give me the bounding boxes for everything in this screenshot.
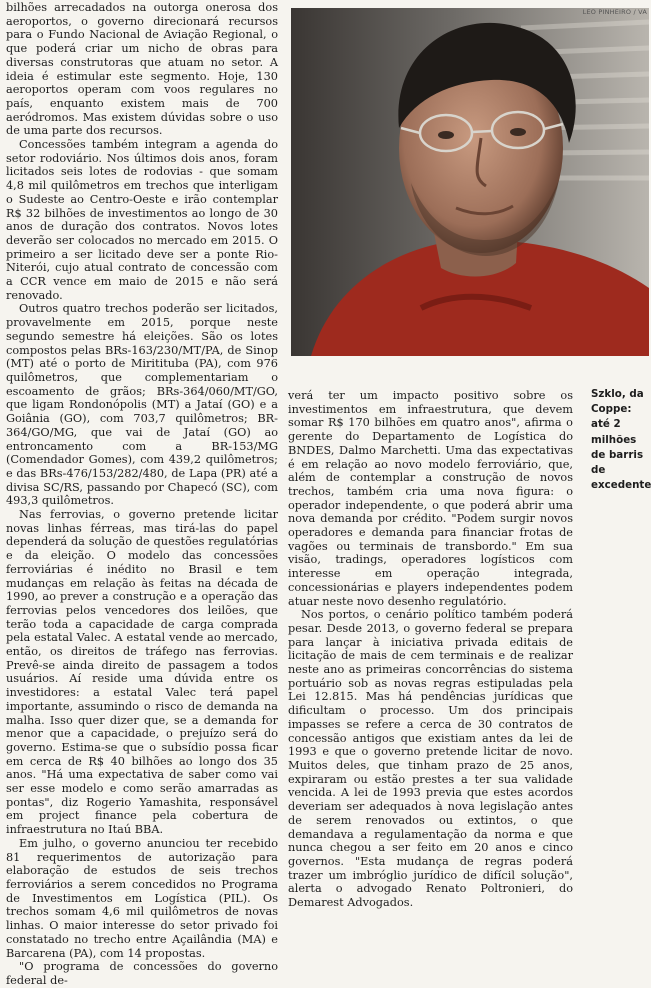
paragraph: bilhões arrecadados na outorga onerosa dos aeroportos, o governo direcionará recursos para o Fundo Nacional de Aviação Regional, o que poderá criar um nicho de obras para diversas construtoras que atuam no setor. A ideia é estimular este segmento. Hoje, 130 aeroportos operam com voos regulares no país, enquanto existem mais de 700 aeródromos. Mas existem dúvidas sobre o uso de uma parte dos recursos. — [6, 1, 278, 138]
article-column-1 — [6, 1, 278, 987]
paragraph: "O programa de concessões do governo federal de- — [6, 960, 278, 987]
paragraph: Concessões também integram a agenda do setor rodoviário. Nos últimos dois anos, foram licitados seis lotes de rodovias - que somam 4,8 mil quilômetros em trechos que interligam o Sudeste ao Centro-Oeste e irão contemplar R$ 32 bilhões de investimentos ao longo de 30 anos de duração dos contratos. Novos lotes deverão ser colocados no mercado em 2015. O primeiro a ser licitado deve ser a ponte Rio-Niterói, cujo atual contrato de concessão com a CCR vence em maio de 2015 e não será renovado. — [6, 138, 278, 302]
paragraph: Nas ferrovias, o governo pretende licitar novas linhas férreas, mas tirá-las do papel dependerá da solução de questões regulatórias e da eleição. O modelo das concessões ferroviárias é inédito no Brasil e tem mudanças em relação às feitas na década de 1990, ao prever a construção e a operação das ferrovias pelos vencedores dos leilões, que terão toda a capacidade de carga comprada pela estatal Valec. A estatal vende ao mercado, então, os direitos de tráfego nas ferrovias. Prevê-se ainda direito de passagem a todos usuários. Aí reside uma dúvida entre os investidores: a estatal Valec terá papel importante, assumindo o risco de demanda na malha. Isso quer dizer que, se a demanda for menor que a capacidade, o prejuízo será do governo. Estima-se que o subsídio possa ficar em cerca de R$ 40 bilhões ao longo dos 35 anos. "Há uma expectativa de saber como vai ser esse modelo e como serão amarradas as pontas", diz Rogerio Yamashita, responsável em project finance pela cobertura de infraestrutura no Itaú BBA. — [6, 508, 278, 837]
paragraph: Outros quatro trechos poderão ser licitados, provavelmente em 2015, porque neste segundo semestre há eleições. São os lotes compostos pelas BRs-163/230/MT/PA, de Sinop (MT) até o porto de Miritituba (PA), com 976 quilômetros, que complementariam o escoamento de grãos; BRs-364/060/MT/GO, que ligam Rondonópolis (MT) a Jataí (GO) e a Goiânia (GO), com 703,7 quilômetros; BR-364/GO/MG, que vai de Jataí (GO) ao entroncamento com a BR-153/MG (Comendador Gomes), com 439,2 quilômetros; e das BRs-476/153/282/480, de Lapa (PR) até a divisa SC/RS, passando por Chapecó (SC), com 493,3 quilômetros. — [6, 302, 278, 508]
paragraph: verá ter um impacto positivo sobre os investimentos em infraestrutura, que devem somar R$ 170 bilhões em quatro anos", afirma o gerente do Departamento de Logística do BNDES, Dalmo Marchetti. Uma das expectativas é em relação ao novo modelo ferroviário, que, além de contemplar a construção de novos trechos, também cria uma nova figura: o operador independente, o que poderá abrir uma nova demanda por crédito. "Podem surgir novos operadores e demanda para financiar frotas de vagões ou terminais de transbordo." Em sua visão, tradings, operadores logísticos com interesse em operação integrada, concessionárias e players independentes podem atuar neste novo desenho regulatório. — [288, 389, 573, 608]
photo-credit: LEO PINHEIRO / VA — [582, 8, 647, 16]
photo-caption: Szklo, da Coppe: até 2 milhões de barris de excedente — [591, 388, 651, 492]
paragraph: Em julho, o governo anunciou ter recebido 81 requerimentos de autorização para elaboração de estudos de seis trechos ferroviários a serem concedidos no Programa de Investimentos em Logística (PIL). Os trechos somam 4,6 mil quilômetros de novas linhas. O maior interesse do setor privado foi constatado no trecho entre Açailândia (MA) e Barcarena (PA), com 14 propostas. — [6, 836, 278, 960]
portrait-illustration — [291, 8, 649, 356]
article-column-2 — [288, 389, 573, 910]
paragraph: Nos portos, o cenário político também poderá pesar. Desde 2013, o governo federal se prepara para lançar à iniciativa privada editais de licitação de mais de cem terminais e de realizar neste ano as primeiras concorrências do sistema portuário sob as novas regras estipuladas pela Lei 12.815. Mas há pendências jurídicas que dificultam o processo. Um dos principais impasses se refere a cerca de 30 contratos de concessão antigos que existiam antes da lei de 1993 e que o governo pretende licitar de novo. Muitos deles, que tinham prazo de 25 anos, expiraram ou estão prestes a ter sua validade vencida. A lei de 1993 previa que estes acordos deveriam ser adequados à nova legislação antes de serem renovados ou extintos, o que demandava a regulamentação da norma e que nunca chegou a ser feito em 20 anos e cinco governos. "Esta mudança de regras poderá trazer um imbróglio jurídico de difícil solução", alerta o advogado Renato Poltronieri, do Demarest Advogados. — [288, 608, 573, 910]
portrait-photo — [291, 8, 649, 356]
